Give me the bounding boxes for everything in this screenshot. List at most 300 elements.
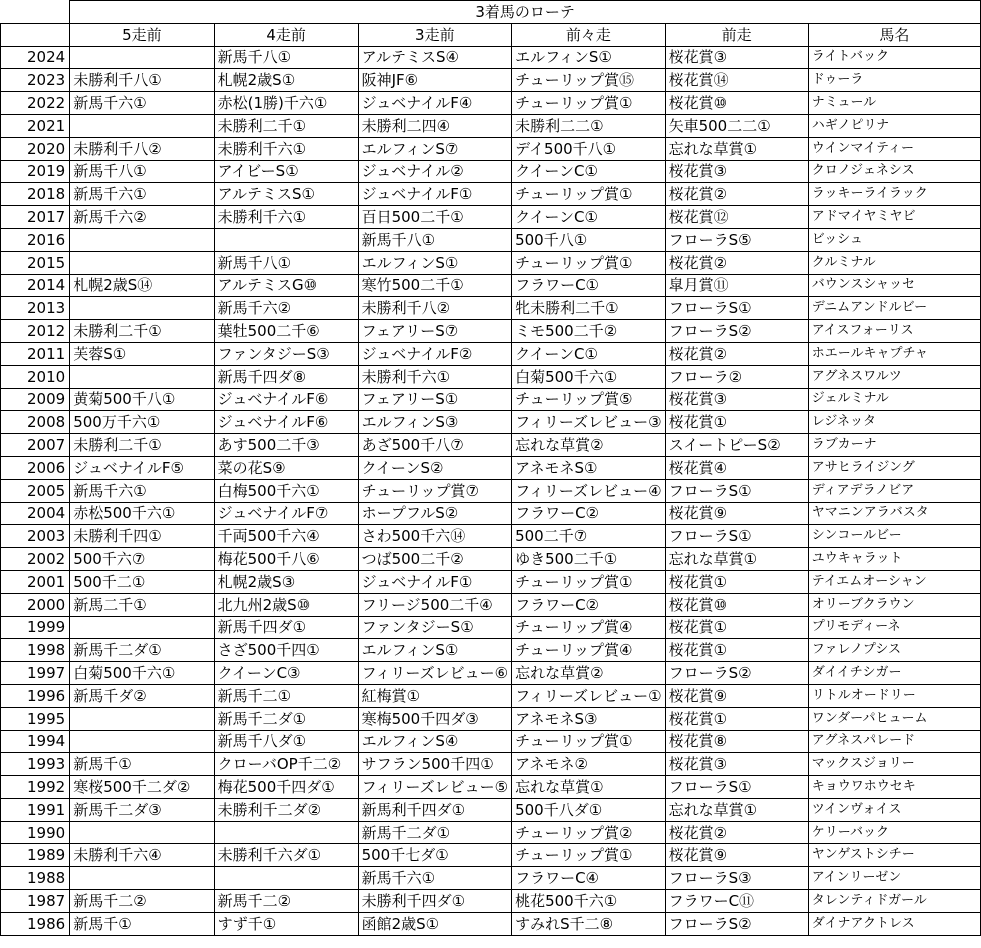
race-3-prior-cell[interactable]: エルフィンS③ [358, 411, 512, 434]
race-prior-cell[interactable]: フローラS① [665, 776, 808, 799]
race-3-prior-cell[interactable]: 未勝利千八② [358, 297, 512, 320]
year-cell[interactable]: 1996 [1, 684, 70, 707]
race-prior-cell[interactable]: スイートピーS② [665, 434, 808, 457]
year-cell[interactable]: 2007 [1, 434, 70, 457]
race-4-prior-cell[interactable]: 札幌2歳S① [214, 69, 358, 92]
year-cell[interactable]: 1998 [1, 639, 70, 662]
race-3-prior-cell[interactable]: フィリーズレビュー⑤ [358, 776, 512, 799]
race-4-prior-cell[interactable]: あす500二千③ [214, 434, 358, 457]
year-cell[interactable]: 2020 [1, 137, 70, 160]
year-cell[interactable]: 2002 [1, 548, 70, 571]
race-prior-cell[interactable]: 忘れな草賞① [665, 137, 808, 160]
horse-name-cell[interactable]: ディアデラノビア [808, 479, 980, 502]
horse-name-cell[interactable]: ツインヴォイス [808, 798, 980, 821]
horse-name-cell[interactable]: リトルオードリー [808, 684, 980, 707]
horse-name-cell[interactable]: ジェルミナル [808, 388, 980, 411]
year-cell[interactable]: 1994 [1, 730, 70, 753]
race-prior-cell[interactable]: 桜花賞③ [665, 46, 808, 69]
race-prior-cell[interactable]: フローラS② [665, 662, 808, 685]
race-3-prior-cell[interactable]: エルフィンS① [358, 639, 512, 662]
race-3-prior-cell[interactable]: ジュベナイルF① [358, 183, 512, 206]
race-prior-cell[interactable]: フローラS① [665, 525, 808, 548]
race-2-prior-cell[interactable]: 忘れな草賞② [512, 434, 666, 457]
horse-name-cell[interactable]: ホエールキャプチャ [808, 342, 980, 365]
race-4-prior-cell[interactable]: 葉牡500二千⑥ [214, 320, 358, 343]
race-3-prior-cell[interactable]: あざ500千八⑦ [358, 434, 512, 457]
table-row [1, 342, 981, 365]
horse-name-cell[interactable]: バウンスシャッセ [808, 274, 980, 297]
sheet-title[interactable]: 3着馬のローテ [70, 1, 981, 24]
race-prior-cell[interactable]: 桜花賞③ [665, 753, 808, 776]
race-4-prior-cell[interactable]: 未勝利千六① [214, 137, 358, 160]
race-5-prior-cell[interactable]: 500万千六① [70, 411, 214, 434]
race-4-prior-cell[interactable]: 北九州2歳S⑩ [214, 593, 358, 616]
race-2-prior-cell[interactable]: 500千八① [512, 228, 666, 251]
race-5-prior-cell[interactable]: 新馬二千① [70, 593, 214, 616]
race-prior-cell[interactable]: 矢車500二二① [665, 114, 808, 137]
race-5-prior-cell[interactable] [70, 707, 214, 730]
race-2-prior-cell[interactable]: チューリップ賞② [512, 821, 666, 844]
race-3-prior-cell[interactable]: さわ500千六⑭ [358, 525, 512, 548]
race-prior-cell[interactable]: 桜花賞⑩ [665, 92, 808, 115]
race-prior-cell[interactable]: フローラS③ [665, 867, 808, 890]
race-4-prior-cell[interactable]: 梅花500千四ダ① [214, 776, 358, 799]
race-5-prior-cell[interactable]: 白菊500千六① [70, 662, 214, 685]
race-5-prior-cell[interactable]: 未勝利二千① [70, 320, 214, 343]
race-2-prior-cell[interactable]: フィリーズレビュー① [512, 684, 666, 707]
race-5-prior-cell[interactable]: 未勝利千八② [70, 137, 214, 160]
title-row [1, 1, 981, 24]
race-4-prior-cell[interactable]: 未勝利二千① [214, 114, 358, 137]
race-2-prior-cell[interactable]: エルフィンS① [512, 46, 666, 69]
race-5-prior-cell[interactable]: 新馬千① [70, 912, 214, 935]
race-4-prior-cell[interactable]: 赤松(1勝)千六① [214, 92, 358, 115]
race-prior-cell[interactable]: フローラS⑤ [665, 228, 808, 251]
race-prior-cell[interactable]: 桜花賞③ [665, 388, 808, 411]
race-3-prior-cell[interactable]: アルテミスS④ [358, 46, 512, 69]
race-4-prior-cell[interactable]: ジュベナイルF⑥ [214, 388, 358, 411]
race-5-prior-cell[interactable]: 新馬千① [70, 753, 214, 776]
header-5th-prior-race[interactable]: 5走前 [70, 23, 214, 46]
race-2-prior-cell[interactable]: チューリップ賞① [512, 251, 666, 274]
year-cell[interactable]: 2001 [1, 570, 70, 593]
race-2-prior-cell[interactable]: 桃花500千六① [512, 890, 666, 913]
race-2-prior-cell[interactable]: チューリップ賞④ [512, 639, 666, 662]
race-4-prior-cell[interactable]: 梅花500千八⑥ [214, 548, 358, 571]
race-prior-cell[interactable]: 桜花賞④ [665, 456, 808, 479]
horse-name-cell[interactable]: ドゥーラ [808, 69, 980, 92]
race-2-prior-cell[interactable]: チューリップ賞① [512, 844, 666, 867]
race-4-prior-cell[interactable]: クローバOP千二② [214, 753, 358, 776]
race-4-prior-cell[interactable] [214, 867, 358, 890]
race-prior-cell[interactable]: フローラS① [665, 479, 808, 502]
year-cell[interactable]: 2024 [1, 46, 70, 69]
race-5-prior-cell[interactable]: 未勝利千六④ [70, 844, 214, 867]
race-3-prior-cell[interactable]: 未勝利千四ダ① [358, 890, 512, 913]
year-cell[interactable]: 2005 [1, 479, 70, 502]
race-4-prior-cell[interactable]: ジュベナイルF⑦ [214, 502, 358, 525]
year-cell[interactable]: 1991 [1, 798, 70, 821]
race-3-prior-cell[interactable]: エルフィンS④ [358, 730, 512, 753]
horse-name-cell[interactable]: ラッキーライラック [808, 183, 980, 206]
year-cell[interactable]: 2023 [1, 69, 70, 92]
race-5-prior-cell[interactable]: 新馬千二ダ① [70, 639, 214, 662]
horse-name-cell[interactable]: アグネスパレード [808, 730, 980, 753]
year-cell[interactable]: 2017 [1, 206, 70, 229]
race-3-prior-cell[interactable]: 新馬利千四ダ① [358, 798, 512, 821]
race-2-prior-cell[interactable]: フラワーC④ [512, 867, 666, 890]
year-cell[interactable]: 2016 [1, 228, 70, 251]
race-prior-cell[interactable]: 桜花賞① [665, 616, 808, 639]
year-cell[interactable]: 2011 [1, 342, 70, 365]
race-5-prior-cell[interactable]: 新馬千ダ② [70, 684, 214, 707]
race-prior-cell[interactable]: 忘れな草賞① [665, 548, 808, 571]
race-prior-cell[interactable]: 桜花賞① [665, 570, 808, 593]
race-4-prior-cell[interactable]: さざ500千四① [214, 639, 358, 662]
horse-name-cell[interactable]: クロノジェネシス [808, 160, 980, 183]
race-2-prior-cell[interactable]: フラワーC② [512, 502, 666, 525]
table-row [1, 570, 981, 593]
horse-name-cell[interactable]: ビッシュ [808, 228, 980, 251]
horse-name-cell[interactable]: ハギノピリナ [808, 114, 980, 137]
race-3-prior-cell[interactable]: 新馬千六① [358, 867, 512, 890]
race-5-prior-cell[interactable]: 未勝利千四① [70, 525, 214, 548]
race-3-prior-cell[interactable]: ジュベナイル② [358, 160, 512, 183]
race-5-prior-cell[interactable]: 芙蓉S① [70, 342, 214, 365]
race-5-prior-cell[interactable]: 寒桜500千二ダ② [70, 776, 214, 799]
year-cell[interactable]: 1987 [1, 890, 70, 913]
race-2-prior-cell[interactable]: チューリップ賞⑤ [512, 388, 666, 411]
race-3-prior-cell[interactable]: サフラン500千四① [358, 753, 512, 776]
race-2-prior-cell[interactable]: チューリップ賞① [512, 730, 666, 753]
race-3-prior-cell[interactable]: 函館2歳S① [358, 912, 512, 935]
race-3-prior-cell[interactable]: チューリップ賞⑦ [358, 479, 512, 502]
table-row [1, 206, 981, 229]
header-prior-race[interactable]: 前走 [665, 23, 808, 46]
race-4-prior-cell[interactable]: アルテミスS① [214, 183, 358, 206]
race-5-prior-cell[interactable]: 黄菊500千八① [70, 388, 214, 411]
race-prior-cell[interactable]: 桜花賞③ [665, 160, 808, 183]
horse-name-cell[interactable]: アドマイヤミヤビ [808, 206, 980, 229]
horse-name-cell[interactable]: ライトバック [808, 46, 980, 69]
race-4-prior-cell[interactable]: 新馬千八① [214, 46, 358, 69]
race-4-prior-cell[interactable] [214, 821, 358, 844]
table-row [1, 867, 981, 890]
race-5-prior-cell[interactable]: 新馬千二② [70, 890, 214, 913]
race-2-prior-cell[interactable]: チューリップ賞④ [512, 616, 666, 639]
race-prior-cell[interactable]: フラワーC⑪ [665, 890, 808, 913]
year-cell[interactable]: 2003 [1, 525, 70, 548]
race-3-prior-cell[interactable]: 新馬千二ダ① [358, 821, 512, 844]
year-cell[interactable]: 1986 [1, 912, 70, 935]
horse-name-cell[interactable]: レジネッタ [808, 411, 980, 434]
race-prior-cell[interactable]: 桜花賞① [665, 411, 808, 434]
horse-name-cell[interactable]: ダイイチシガー [808, 662, 980, 685]
race-prior-cell[interactable]: 桜花賞⑭ [665, 69, 808, 92]
race-prior-cell[interactable]: 桜花賞① [665, 639, 808, 662]
race-prior-cell[interactable]: フローラS② [665, 912, 808, 935]
race-prior-cell[interactable]: 桜花賞⑩ [665, 593, 808, 616]
year-cell[interactable]: 2010 [1, 365, 70, 388]
year-cell[interactable]: 2008 [1, 411, 70, 434]
year-cell[interactable]: 1993 [1, 753, 70, 776]
race-2-prior-cell[interactable]: 忘れな草賞① [512, 776, 666, 799]
race-5-prior-cell[interactable]: 札幌2歳S⑭ [70, 274, 214, 297]
year-cell[interactable]: 1992 [1, 776, 70, 799]
race-4-prior-cell[interactable]: 新馬千八ダ① [214, 730, 358, 753]
race-3-prior-cell[interactable]: ホープフルS② [358, 502, 512, 525]
race-prior-cell[interactable]: 桜花賞⑧ [665, 730, 808, 753]
table-row [1, 251, 981, 274]
race-5-prior-cell[interactable]: 新馬千六① [70, 479, 214, 502]
horse-name-cell[interactable]: ユウキャラット [808, 548, 980, 571]
table-row [1, 388, 981, 411]
race-3-prior-cell[interactable]: ジュベナイルF④ [358, 92, 512, 115]
race-2-prior-cell[interactable]: 忘れな草賞② [512, 662, 666, 685]
horse-name-cell[interactable]: プリモディーネ [808, 616, 980, 639]
race-2-prior-cell[interactable]: 未勝利二二① [512, 114, 666, 137]
race-5-prior-cell[interactable]: 500千二① [70, 570, 214, 593]
table-row [1, 69, 981, 92]
table-row [1, 274, 981, 297]
race-3-prior-cell[interactable]: つば500二千② [358, 548, 512, 571]
header-2nd-prior-race[interactable]: 前々走 [512, 23, 666, 46]
race-5-prior-cell[interactable]: 新馬千六① [70, 92, 214, 115]
horse-name-cell[interactable]: ケリーバック [808, 821, 980, 844]
race-4-prior-cell[interactable]: すず千① [214, 912, 358, 935]
race-2-prior-cell[interactable]: アネモネS③ [512, 707, 666, 730]
race-prior-cell[interactable]: 桜花賞⑨ [665, 684, 808, 707]
race-2-prior-cell[interactable]: クイーンC① [512, 206, 666, 229]
header-3rd-prior-race[interactable]: 3走前 [358, 23, 512, 46]
table-row [1, 320, 981, 343]
year-cell[interactable]: 2004 [1, 502, 70, 525]
race-3-prior-cell[interactable]: 百日500二千① [358, 206, 512, 229]
race-prior-cell[interactable]: 桜花賞⑨ [665, 502, 808, 525]
race-prior-cell[interactable]: フローラS② [665, 320, 808, 343]
horse-name-cell[interactable]: アグネスワルツ [808, 365, 980, 388]
race-2-prior-cell[interactable]: フラワーC① [512, 274, 666, 297]
corner-cell[interactable] [1, 1, 70, 24]
year-cell[interactable]: 2018 [1, 183, 70, 206]
race-3-prior-cell[interactable]: 500千七ダ① [358, 844, 512, 867]
table-row [1, 662, 981, 685]
table-row [1, 753, 981, 776]
race-2-prior-cell[interactable]: 500二千⑦ [512, 525, 666, 548]
table-row [1, 707, 981, 730]
race-2-prior-cell[interactable]: チューリップ賞① [512, 570, 666, 593]
race-4-prior-cell[interactable] [214, 228, 358, 251]
race-2-prior-cell[interactable]: フィリーズレビュー④ [512, 479, 666, 502]
race-4-prior-cell[interactable]: 千両500千六④ [214, 525, 358, 548]
race-5-prior-cell[interactable]: 新馬千八① [70, 160, 214, 183]
horse-name-cell[interactable]: ファレノプシス [808, 639, 980, 662]
race-5-prior-cell[interactable] [70, 46, 214, 69]
race-5-prior-cell[interactable] [70, 114, 214, 137]
horse-name-cell[interactable]: オリーブクラウン [808, 593, 980, 616]
race-3-prior-cell[interactable]: 寒梅500千四ダ③ [358, 707, 512, 730]
race-2-prior-cell[interactable]: クイーンC① [512, 342, 666, 365]
race-prior-cell[interactable]: 忘れな草賞① [665, 798, 808, 821]
race-2-prior-cell[interactable]: ゆき500二千① [512, 548, 666, 571]
year-cell[interactable]: 1999 [1, 616, 70, 639]
year-cell[interactable]: 1995 [1, 707, 70, 730]
race-prior-cell[interactable]: 桜花賞② [665, 183, 808, 206]
race-prior-cell[interactable]: フローラ② [665, 365, 808, 388]
year-cell[interactable]: 2009 [1, 388, 70, 411]
horse-name-cell[interactable]: ナミュール [808, 92, 980, 115]
race-5-prior-cell[interactable] [70, 365, 214, 388]
race-3-prior-cell[interactable]: ジュベナイルF② [358, 342, 512, 365]
year-cell[interactable]: 1989 [1, 844, 70, 867]
race-2-prior-cell[interactable]: チューリップ賞① [512, 92, 666, 115]
race-2-prior-cell[interactable]: すみれS千二⑧ [512, 912, 666, 935]
race-3-prior-cell[interactable]: 未勝利二四④ [358, 114, 512, 137]
race-3-prior-cell[interactable]: ファンタジーS① [358, 616, 512, 639]
header-horse-name[interactable]: 馬名 [808, 23, 980, 46]
race-2-prior-cell[interactable]: デイ500千八① [512, 137, 666, 160]
race-2-prior-cell[interactable]: アネモネ② [512, 753, 666, 776]
race-prior-cell[interactable]: フローラS① [665, 297, 808, 320]
race-4-prior-cell[interactable]: 新馬千四ダ⑧ [214, 365, 358, 388]
race-5-prior-cell[interactable] [70, 730, 214, 753]
race-5-prior-cell[interactable]: 500千六⑦ [70, 548, 214, 571]
table-row [1, 912, 981, 935]
race-3-prior-cell[interactable]: ジュベナイルF① [358, 570, 512, 593]
race-3-prior-cell[interactable]: フェアリーS① [358, 388, 512, 411]
horse-name-cell[interactable]: アインリーゼン [808, 867, 980, 890]
race-2-prior-cell[interactable]: クイーンC① [512, 160, 666, 183]
race-5-prior-cell[interactable]: 新馬千二ダ③ [70, 798, 214, 821]
race-3-prior-cell[interactable]: 紅梅賞① [358, 684, 512, 707]
year-cell[interactable]: 1997 [1, 662, 70, 685]
race-3-prior-cell[interactable]: 寒竹500二千① [358, 274, 512, 297]
race-2-prior-cell[interactable]: チューリップ賞⑮ [512, 69, 666, 92]
race-prior-cell[interactable]: 桜花賞② [665, 342, 808, 365]
race-4-prior-cell[interactable]: 未勝利千二ダ② [214, 798, 358, 821]
race-4-prior-cell[interactable]: ジュベナイルF⑥ [214, 411, 358, 434]
race-prior-cell[interactable]: 桜花賞② [665, 821, 808, 844]
race-4-prior-cell[interactable]: 新馬千六② [214, 297, 358, 320]
race-prior-cell[interactable]: 桜花賞② [665, 251, 808, 274]
race-2-prior-cell[interactable]: アネモネS① [512, 456, 666, 479]
horse-name-cell[interactable]: アイスフォーリス [808, 320, 980, 343]
header-4th-prior-race[interactable]: 4走前 [214, 23, 358, 46]
race-3-prior-cell[interactable]: 阪神JF⑥ [358, 69, 512, 92]
horse-name-cell[interactable]: デニムアンドルビー [808, 297, 980, 320]
horse-name-cell[interactable]: ヤンゲストシチー [808, 844, 980, 867]
year-cell[interactable]: 2021 [1, 114, 70, 137]
header-year[interactable] [1, 23, 70, 46]
horse-name-cell[interactable]: クルミナル [808, 251, 980, 274]
race-2-prior-cell[interactable]: チューリップ賞① [512, 183, 666, 206]
year-cell[interactable]: 1990 [1, 821, 70, 844]
race-5-prior-cell[interactable] [70, 297, 214, 320]
horse-name-cell[interactable]: ダイナアクトレス [808, 912, 980, 935]
horse-name-cell[interactable]: タレンティドガール [808, 890, 980, 913]
horse-name-cell[interactable]: テイエムオーシャン [808, 570, 980, 593]
race-3-prior-cell[interactable]: フィリーズレビュー⑥ [358, 662, 512, 685]
race-5-prior-cell[interactable] [70, 251, 214, 274]
table-row [1, 684, 981, 707]
horse-name-cell[interactable]: キョウワホウセキ [808, 776, 980, 799]
year-cell[interactable]: 1988 [1, 867, 70, 890]
year-cell[interactable]: 2013 [1, 297, 70, 320]
race-5-prior-cell[interactable]: 未勝利千八① [70, 69, 214, 92]
race-3-prior-cell[interactable]: フェアリーS⑦ [358, 320, 512, 343]
race-4-prior-cell[interactable]: 新馬千四ダ① [214, 616, 358, 639]
horse-name-cell[interactable]: ラブカーナ [808, 434, 980, 457]
race-4-prior-cell[interactable]: アルテミスG⑩ [214, 274, 358, 297]
race-2-prior-cell[interactable]: フィリーズレビュー③ [512, 411, 666, 434]
race-prior-cell[interactable]: 桜花賞① [665, 707, 808, 730]
horse-name-cell[interactable]: ワンダーパヒューム [808, 707, 980, 730]
year-cell[interactable]: 2019 [1, 160, 70, 183]
horse-name-cell[interactable]: マックスジョリー [808, 753, 980, 776]
race-5-prior-cell[interactable]: 赤松500千六① [70, 502, 214, 525]
year-cell[interactable]: 2006 [1, 456, 70, 479]
race-5-prior-cell[interactable]: ジュベナイルF⑤ [70, 456, 214, 479]
race-4-prior-cell[interactable]: 菜の花S⑨ [214, 456, 358, 479]
race-3-prior-cell[interactable]: 新馬千八① [358, 228, 512, 251]
race-2-prior-cell[interactable]: 白菊500千六① [512, 365, 666, 388]
race-3-prior-cell[interactable]: フリージ500二千④ [358, 593, 512, 616]
race-2-prior-cell[interactable]: 牝未勝利二千① [512, 297, 666, 320]
year-cell[interactable]: 2000 [1, 593, 70, 616]
race-3-prior-cell[interactable]: エルフィンS⑦ [358, 137, 512, 160]
year-cell[interactable]: 2022 [1, 92, 70, 115]
race-5-prior-cell[interactable] [70, 867, 214, 890]
year-cell[interactable]: 2015 [1, 251, 70, 274]
race-4-prior-cell[interactable]: 新馬千二① [214, 684, 358, 707]
race-2-prior-cell[interactable]: ミモ500二千② [512, 320, 666, 343]
race-4-prior-cell[interactable]: アイビーS① [214, 160, 358, 183]
race-3-prior-cell[interactable]: クイーンS② [358, 456, 512, 479]
race-prior-cell[interactable]: 桜花賞⑨ [665, 844, 808, 867]
race-4-prior-cell[interactable]: 新馬千二ダ① [214, 707, 358, 730]
race-4-prior-cell[interactable]: 新馬千二② [214, 890, 358, 913]
race-3-prior-cell[interactable]: 未勝利千六① [358, 365, 512, 388]
race-4-prior-cell[interactable]: 札幌2歳S③ [214, 570, 358, 593]
year-cell[interactable]: 2012 [1, 320, 70, 343]
race-4-prior-cell[interactable]: 新馬千八① [214, 251, 358, 274]
table-row [1, 548, 981, 571]
race-5-prior-cell[interactable]: 未勝利二千① [70, 434, 214, 457]
table-row [1, 297, 981, 320]
race-prior-cell[interactable]: 桜花賞⑫ [665, 206, 808, 229]
race-4-prior-cell[interactable]: 未勝利千六ダ① [214, 844, 358, 867]
race-4-prior-cell[interactable]: ファンタジーS③ [214, 342, 358, 365]
table-row [1, 730, 981, 753]
race-2-prior-cell[interactable]: フラワーC② [512, 593, 666, 616]
race-5-prior-cell[interactable] [70, 228, 214, 251]
race-4-prior-cell[interactable]: クイーンC③ [214, 662, 358, 685]
race-5-prior-cell[interactable] [70, 616, 214, 639]
horse-name-cell[interactable]: アサヒライジング [808, 456, 980, 479]
race-5-prior-cell[interactable]: 新馬千六① [70, 183, 214, 206]
horse-name-cell[interactable]: シンコールビー [808, 525, 980, 548]
race-2-prior-cell[interactable]: 500千八ダ① [512, 798, 666, 821]
race-5-prior-cell[interactable] [70, 821, 214, 844]
horse-name-cell[interactable]: ウインマイティー [808, 137, 980, 160]
race-4-prior-cell[interactable]: 白梅500千六① [214, 479, 358, 502]
race-5-prior-cell[interactable]: 新馬千六② [70, 206, 214, 229]
race-3-prior-cell[interactable]: エルフィンS① [358, 251, 512, 274]
horse-name-cell[interactable]: ヤマニンアラバスタ [808, 502, 980, 525]
year-cell[interactable]: 2014 [1, 274, 70, 297]
race-4-prior-cell[interactable]: 未勝利千六① [214, 206, 358, 229]
race-prior-cell[interactable]: 皐月賞⑪ [665, 274, 808, 297]
